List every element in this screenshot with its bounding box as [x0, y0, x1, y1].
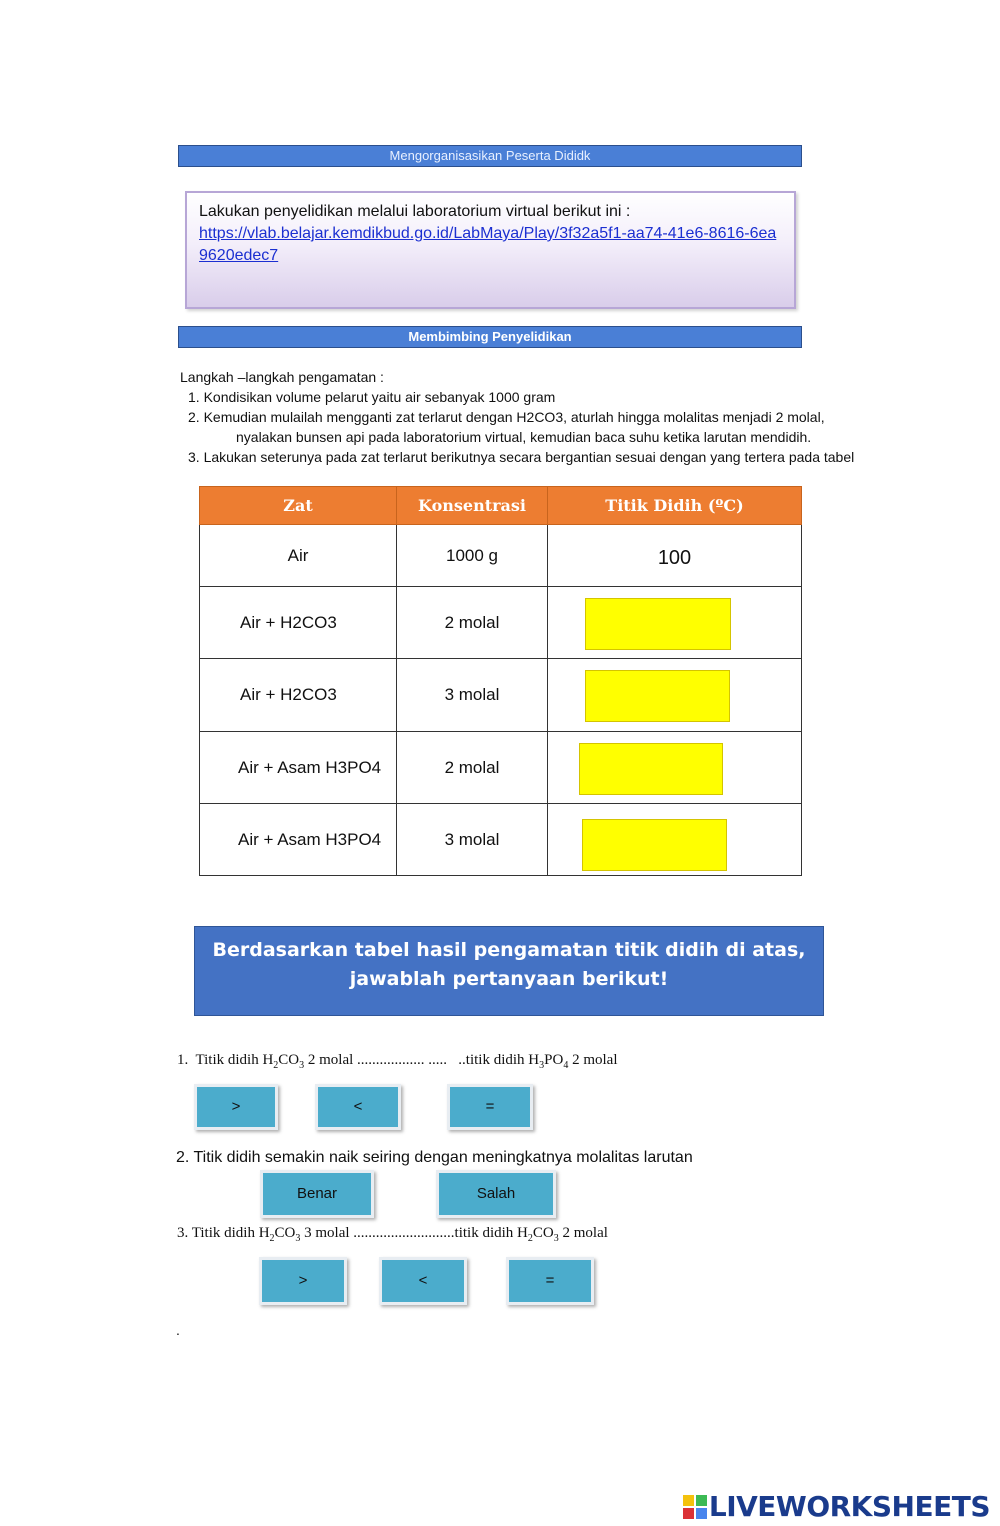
q1-part: PO: [544, 1052, 564, 1068]
section-title-organize: Mengorganisasikan Peserta Dididk: [178, 145, 802, 167]
subscript: 2: [269, 1233, 275, 1244]
table-row: [200, 804, 802, 876]
prompt-line-2: jawablah pertanyaan berikut!: [349, 968, 669, 990]
observation-steps: [180, 367, 910, 467]
table-row: [200, 659, 802, 732]
answer-input-h3po4-3[interactable]: [582, 819, 727, 871]
q1-part: CO: [278, 1052, 300, 1068]
q3-part: 3 molal ...........................titik didih H: [300, 1225, 528, 1241]
header-titik-didih: Titik Didih (ºC): [548, 487, 802, 525]
q3-part: CO: [532, 1225, 554, 1241]
cell-titik-didih: 100: [548, 525, 802, 587]
prompt-line-1: Berdasarkan tabel hasil pengamatan titik didih di atas,: [212, 939, 806, 961]
cell-zat: Air + H2CO3: [200, 659, 397, 732]
section-title-guide: Membimbing Penyelidikan: [178, 326, 802, 348]
table-row: [200, 732, 802, 804]
q1-equal-button[interactable]: =: [447, 1084, 533, 1130]
cell-titik-didih: [548, 804, 802, 876]
steps-heading: Langkah –langkah pengamatan :: [180, 369, 384, 385]
q2-salah-button[interactable]: Salah: [436, 1170, 556, 1218]
cell-zat: Air + Asam H3PO4: [200, 732, 397, 804]
subscript: 3: [295, 1233, 301, 1244]
cell-zat: Air + H2CO3: [200, 587, 397, 659]
q3-part: 3. Titik didih H: [177, 1225, 270, 1241]
q1-part: 2 molal: [568, 1052, 618, 1068]
answer-input-h3po4-2[interactable]: [579, 743, 723, 795]
answer-input-h2co3-2[interactable]: [585, 598, 731, 650]
header-zat: Zat: [200, 487, 397, 525]
task-box: [185, 191, 796, 309]
q3-part: CO: [274, 1225, 296, 1241]
cell-konsentrasi: 2 molal: [397, 587, 548, 659]
question-1-text: [177, 1052, 618, 1071]
cell-zat: Air: [200, 525, 397, 587]
liveworksheets-brand: LIVEWORKSHEETS: [708, 1490, 990, 1523]
step-2-continued: nyalakan bunsen api pada laboratorium virtual, kemudian baca suhu ketika larutan mendidih.: [236, 429, 812, 445]
question-prompt-banner: [194, 926, 824, 1016]
cell-konsentrasi: 3 molal: [397, 804, 548, 876]
step-2: 2. Kemudian mulailah mengganti zat terlarut dengan H2CO3, aturlah hingga molalitas menjadi 2 molal,: [188, 409, 825, 425]
task-instruction: Lakukan penyelidikan melalui laboratorium virtual berikut ini :: [199, 203, 631, 220]
question-3-text: [177, 1225, 608, 1244]
cell-titik-didih: [548, 587, 802, 659]
lab-link[interactable]: https://vlab.belajar.kemdikbud.go.id/LabMaya/Play/3f32a5f1-aa74-41e6-8616-6ea9620edec7: [199, 225, 777, 264]
subscript: 3: [553, 1233, 559, 1244]
question-2-text: 2. Titik didih semakin naik seiring dengan meningkatnya molalitas larutan: [176, 1149, 693, 1166]
subscript: 4: [563, 1060, 569, 1071]
cell-titik-didih: [548, 659, 802, 732]
step-3: 3. Lakukan seterunya pada zat terlarut berikutnya secara bergantian sesuai dengan yang tertera pada tabel: [188, 449, 855, 465]
cell-konsentrasi: 1000 g: [397, 525, 548, 587]
q3-greater-button[interactable]: >: [259, 1257, 347, 1305]
answer-input-h2co3-3[interactable]: [585, 670, 730, 722]
q1-part: 2 molal .................. ..... ..titik didih H: [304, 1052, 540, 1068]
q3-equal-button[interactable]: =: [506, 1257, 594, 1305]
q3-less-button[interactable]: <: [379, 1257, 467, 1305]
trailing-dot: .: [176, 1322, 180, 1338]
cell-titik-didih: [548, 732, 802, 804]
q1-greater-button[interactable]: >: [194, 1084, 278, 1130]
q1-less-button[interactable]: <: [315, 1084, 401, 1130]
step-1: 1. Kondisikan volume pelarut yaitu air sebanyak 1000 gram: [188, 389, 556, 405]
observation-table: [199, 486, 802, 876]
q3-part: 2 molal: [558, 1225, 608, 1241]
question-number: 1.: [177, 1052, 189, 1068]
q2-benar-button[interactable]: Benar: [260, 1170, 374, 1218]
q1-part: Titik didih H: [195, 1052, 274, 1068]
table-row: [200, 587, 802, 659]
cell-zat: Air + Asam H3PO4: [200, 804, 397, 876]
subscript: 2: [527, 1233, 533, 1244]
liveworksheets-logo-icon: [683, 1493, 707, 1517]
cell-konsentrasi: 2 molal: [397, 732, 548, 804]
header-konsentrasi: Konsentrasi: [397, 487, 548, 525]
subscript: 3: [299, 1060, 305, 1071]
table-row: [200, 525, 802, 587]
subscript: 3: [539, 1060, 545, 1071]
cell-konsentrasi: 3 molal: [397, 659, 548, 732]
liveworksheets-logo: [683, 1490, 990, 1523]
subscript: 2: [273, 1060, 279, 1071]
